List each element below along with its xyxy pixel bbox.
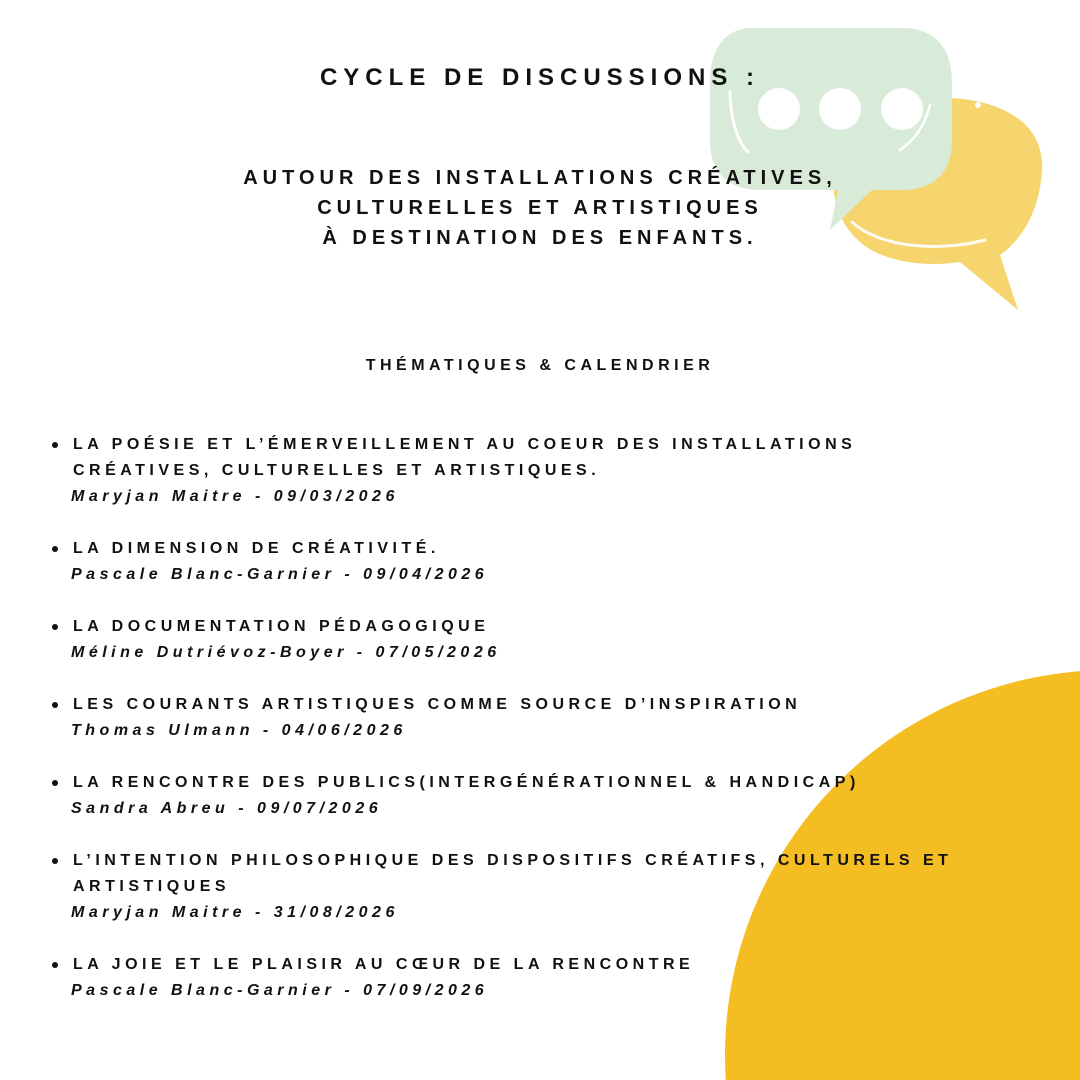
session-item (52, 952, 1062, 1004)
typing-dot (758, 88, 800, 130)
session-title-line: LES COURANTS ARTISTIQUES COMME SOURCE D’INSPIRATION (73, 696, 802, 713)
session-title-line: LA RENCONTRE DES PUBLICS(INTERGÉNÉRATIONNEL & HANDICAP) (73, 774, 860, 791)
session-speaker-date: Maryjan Maitre - 31/08/2026 (71, 904, 399, 921)
session-speaker-date: Méline Dutriévoz-Boyer - 07/05/2026 (71, 644, 501, 661)
session-title-line: LA POÉSIE ET L’ÉMERVEILLEMENT AU COEUR DES INSTALLATIONS (73, 436, 857, 453)
session-speaker-date: Sandra Abreu - 09/07/2026 (71, 800, 383, 817)
session-title (73, 614, 1062, 640)
session-title-line: LA JOIE ET LE PLAISIR AU CŒUR DE LA RENCONTRE (73, 956, 695, 973)
bullet-icon (52, 442, 58, 448)
session-speaker-date: Maryjan Maitre - 09/03/2026 (71, 488, 399, 505)
bullet-icon (52, 702, 58, 708)
session-item (52, 614, 1062, 666)
page-subtitle (0, 163, 1080, 253)
typing-dot (881, 88, 923, 130)
bullet-icon (52, 624, 58, 630)
session-title-line: ARTISTIQUES (73, 878, 231, 895)
session-title-line: LA DOCUMENTATION PÉDAGOGIQUE (73, 618, 490, 635)
session-item (52, 692, 1062, 744)
session-title-line: CRÉATIVES, CULTURELLES ET ARTISTIQUES. (73, 462, 601, 479)
bullet-icon (52, 962, 58, 968)
session-item (52, 848, 1062, 926)
session-title-line: L’INTENTION PHILOSOPHIQUE DES DISPOSITIFS CRÉATIFS, CULTURELS ET (73, 852, 953, 869)
session-speaker-date: Pascale Blanc-Garnier - 07/09/2026 (71, 982, 489, 999)
session-title (73, 848, 1062, 900)
bullet-icon (52, 546, 58, 552)
subtitle-line: À DESTINATION DES ENFANTS. (322, 227, 758, 249)
session-title (73, 536, 1062, 562)
typing-dot (819, 88, 861, 130)
bullet-icon (52, 780, 58, 786)
bullet-icon (52, 858, 58, 864)
subtitle-line: AUTOUR DES INSTALLATIONS CRÉATIVES, (243, 167, 837, 189)
session-item (52, 432, 1062, 510)
section-title: THÉMATIQUES & CALENDRIER (365, 357, 715, 374)
session-title (73, 770, 1062, 796)
session-title-line: LA DIMENSION DE CRÉATIVITÉ. (73, 540, 440, 557)
session-speaker-date: Pascale Blanc-Garnier - 09/04/2026 (71, 566, 489, 583)
session-item (52, 536, 1062, 588)
session-title (73, 692, 1062, 718)
session-item (52, 770, 1062, 822)
session-title (73, 952, 1062, 978)
page-title: CYCLE DE DISCUSSIONS : (319, 64, 761, 91)
session-title (73, 432, 1062, 484)
subtitle-line: CULTURELLES ET ARTISTIQUES (317, 197, 763, 219)
session-speaker-date: Thomas Ulmann - 04/06/2026 (71, 722, 407, 739)
